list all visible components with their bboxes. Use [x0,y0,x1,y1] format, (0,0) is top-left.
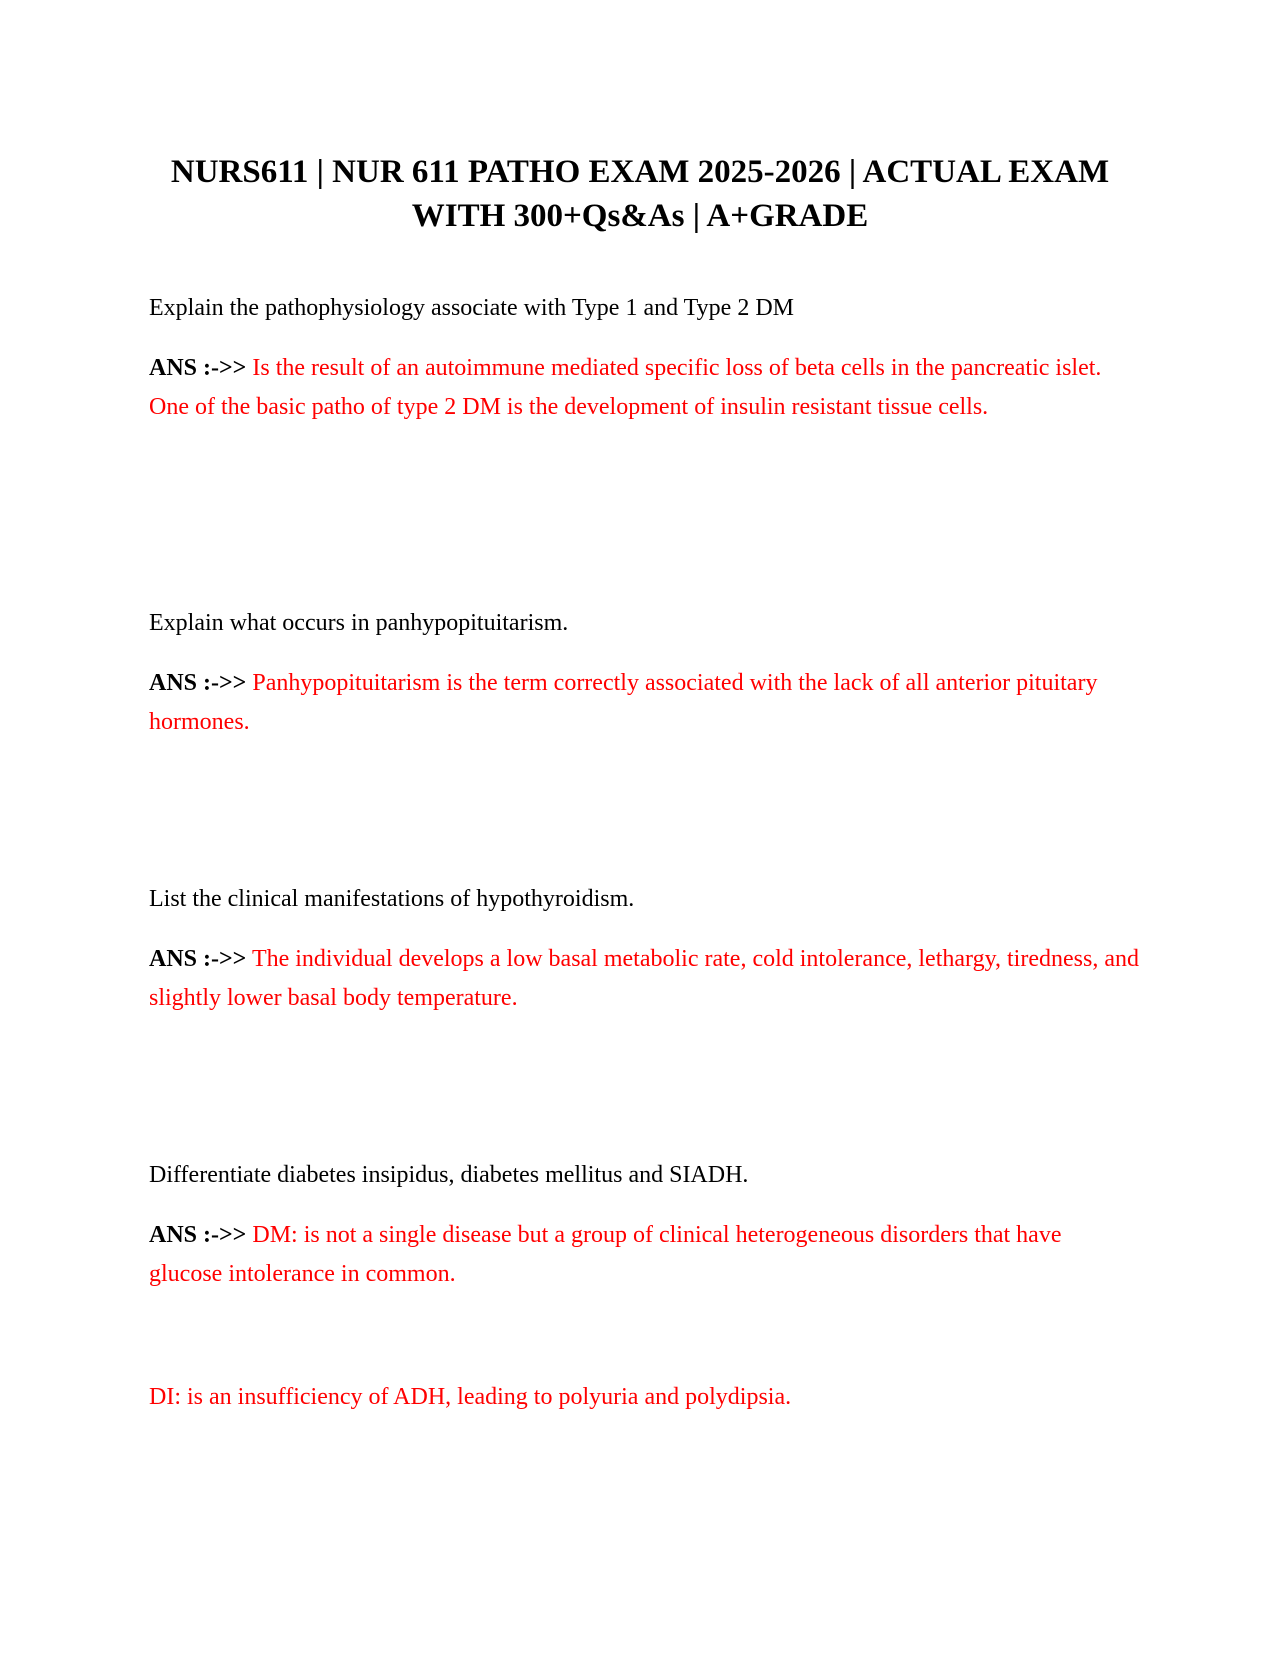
answer-prefix: ANS :->> [149,946,247,972]
answer-prefix: ANS :->> [149,355,247,381]
answer-1 [149,349,1139,427]
document-title [140,150,1140,238]
answer-3 [149,940,1139,1018]
answer-2 [149,664,1139,742]
answer-prefix: ANS :->> [149,1222,247,1248]
title-line-2: WITH 300+Qs&As | A+GRADE [411,198,869,234]
question-3: List the clinical manifestations of hypothyroidism. [149,886,635,912]
answer-text: DM: is not a single disease but a group of clinical heterogeneous disorders that have glucose intolerance in common. [149,1222,1062,1287]
question-4: Differentiate diabetes insipidus, diabetes mellitus and SIADH. [149,1162,749,1188]
answer-prefix: ANS :->> [149,670,247,696]
question-1: Explain the pathophysiology associate with Type 1 and Type 2 DM [149,295,794,321]
title-line-1: NURS611 | NUR 611 PATHO EXAM 2025-2026 | ACTUAL EXAM [170,154,1110,190]
answer-4-continuation: DI: is an insufficiency of ADH, leading to polyuria and polydipsia. [149,1384,792,1410]
answer-text: Is the result of an autoimmune mediated specific loss of beta cells in the pancreatic islet. One of the basic patho of type 2 DM is the development of insulin resistant tissue cells. [149,355,1102,420]
answer-text: Panhypopituitarism is the term correctly associated with the lack of all anterior pituitary hormones. [149,670,1098,735]
answer-4 [149,1216,1139,1294]
question-2: Explain what occurs in panhypopituitarism. [149,610,569,636]
answer-text: The individual develops a low basal metabolic rate, cold intolerance, lethargy, tiredness, and slightly lower basal body temperature. [149,946,1139,1011]
